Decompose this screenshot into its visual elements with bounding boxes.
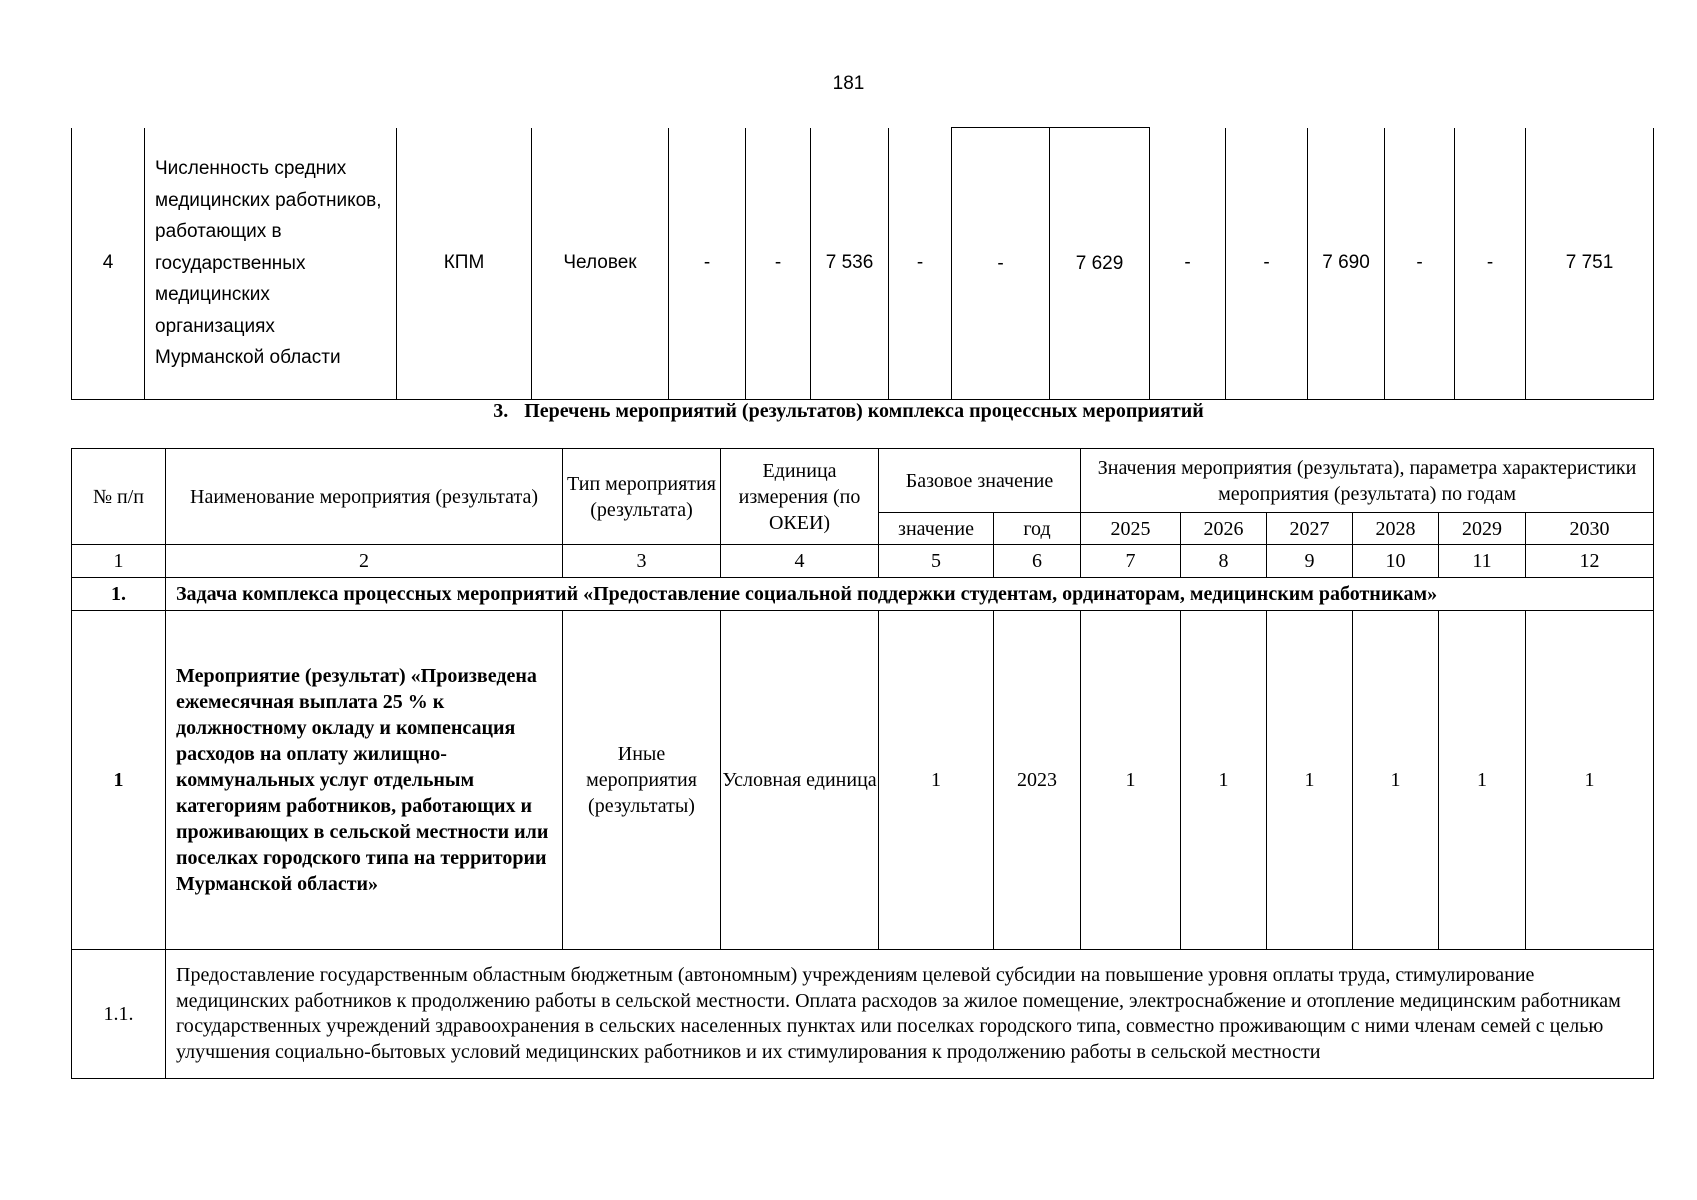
result-base-value: 1	[879, 611, 994, 950]
result-year-value: 1	[1181, 611, 1267, 950]
indicator-name: Численность средних медицинских работников, работающих в государственных медицинских организациях Мурманской области	[145, 128, 397, 400]
column-number: 6	[994, 545, 1081, 578]
indicator-level: КПМ	[397, 128, 532, 400]
description-number: 1.1.	[72, 950, 166, 1079]
indicator-value: -	[1150, 128, 1226, 400]
header-year: 2028	[1353, 513, 1439, 545]
result-number: 1	[72, 611, 166, 950]
indicator-value: 7 690	[1308, 128, 1385, 400]
result-year-value: 1	[1439, 611, 1526, 950]
task-number: 1.	[72, 578, 166, 611]
result-row	[72, 611, 1654, 950]
indicator-value: -	[889, 128, 952, 400]
indicator-value: -	[669, 128, 746, 400]
column-number: 5	[879, 545, 994, 578]
column-numbers-row	[72, 545, 1654, 578]
header-base-year: год	[994, 513, 1081, 545]
result-year-value: 1	[1267, 611, 1353, 950]
result-year-value: 1	[1526, 611, 1654, 950]
task-row	[72, 578, 1654, 611]
header-year: 2030	[1526, 513, 1654, 545]
section-number: 3.	[493, 400, 509, 422]
column-number: 7	[1081, 545, 1181, 578]
section-title-text: Перечень мероприятий (результатов) комплекса процессных мероприятий	[524, 400, 1204, 422]
result-type: Иные мероприятия (результаты)	[563, 611, 721, 950]
page-number: 181	[832, 73, 865, 94]
column-number: 3	[563, 545, 721, 578]
indicator-value: -	[1455, 128, 1526, 400]
result-name: Мероприятие (результат) «Произведена ежемесячная выплата 25 % к должностному окладу и компенсация расходов на оплату жилищно-коммунальных услуг отдельным категориям работников, работающих и проживающих в сельской местности или поселках городского типа на территории Мурманской области»	[166, 611, 563, 950]
indicators-table-continuation	[71, 127, 1654, 400]
header-row	[72, 449, 1654, 513]
column-number: 2	[166, 545, 563, 578]
description-text: Предоставление государственным областным бюджетным (автономным) учреждениям целевой субсидии на повышение уровня оплаты труда, стимулирование медицинских работников к продолжению работы в сельской местности. Оплата расходов за жилое помещение, электроснабжение и отопление медицинским работникам государственных учреждений здравоохранения в сельских населенных пунктах или поселках городского типа, совместно проживающим с ними членам семей с целью улучшения социально-бытовых условий медицинских работников и их стимулирования к продолжению работы в сельской местности	[166, 950, 1654, 1079]
column-number: 11	[1439, 545, 1526, 578]
indicator-value: -	[1226, 128, 1308, 400]
description-row	[72, 950, 1654, 1079]
header-base: Базовое значение	[879, 449, 1081, 513]
activities-table	[71, 448, 1654, 1079]
column-number: 1	[72, 545, 166, 578]
result-base-year: 2023	[994, 611, 1081, 950]
indicator-unit: Человек	[532, 128, 669, 400]
indicator-value: 7 536	[811, 128, 889, 400]
header-unit: Единица измерения (по ОКЕИ)	[721, 449, 879, 545]
result-year-value: 1	[1353, 611, 1439, 950]
header-type: Тип мероприятия (результата)	[563, 449, 721, 545]
result-unit: Условная единица	[721, 611, 879, 950]
header-year: 2029	[1439, 513, 1526, 545]
section-title	[0, 400, 1697, 423]
column-number: 9	[1267, 545, 1353, 578]
column-number: 8	[1181, 545, 1267, 578]
header-year: 2027	[1267, 513, 1353, 545]
result-year-value: 1	[1081, 611, 1181, 950]
row-number: 4	[72, 128, 145, 400]
indicator-value: -	[746, 128, 811, 400]
header-name: Наименование мероприятия (результата)	[166, 449, 563, 545]
header-year: 2025	[1081, 513, 1181, 545]
indicator-value: -	[1385, 128, 1455, 400]
column-number: 12	[1526, 545, 1654, 578]
indicator-value: -	[952, 128, 1050, 400]
indicator-value: 7 751	[1526, 128, 1654, 400]
task-text: Задача комплекса процессных мероприятий «Предоставление социальной поддержки студентам, ординаторам, медицинским работникам»	[166, 578, 1654, 611]
table-row	[72, 128, 1654, 400]
column-number: 10	[1353, 545, 1439, 578]
header-values-by-year: Значения мероприятия (результата), параметра характеристики мероприятия (результата) по годам	[1081, 449, 1654, 513]
column-number: 4	[721, 545, 879, 578]
header-base-value: значение	[879, 513, 994, 545]
header-year: 2026	[1181, 513, 1267, 545]
header-num: № п/п	[72, 449, 166, 545]
indicator-value: 7 629	[1050, 128, 1150, 400]
